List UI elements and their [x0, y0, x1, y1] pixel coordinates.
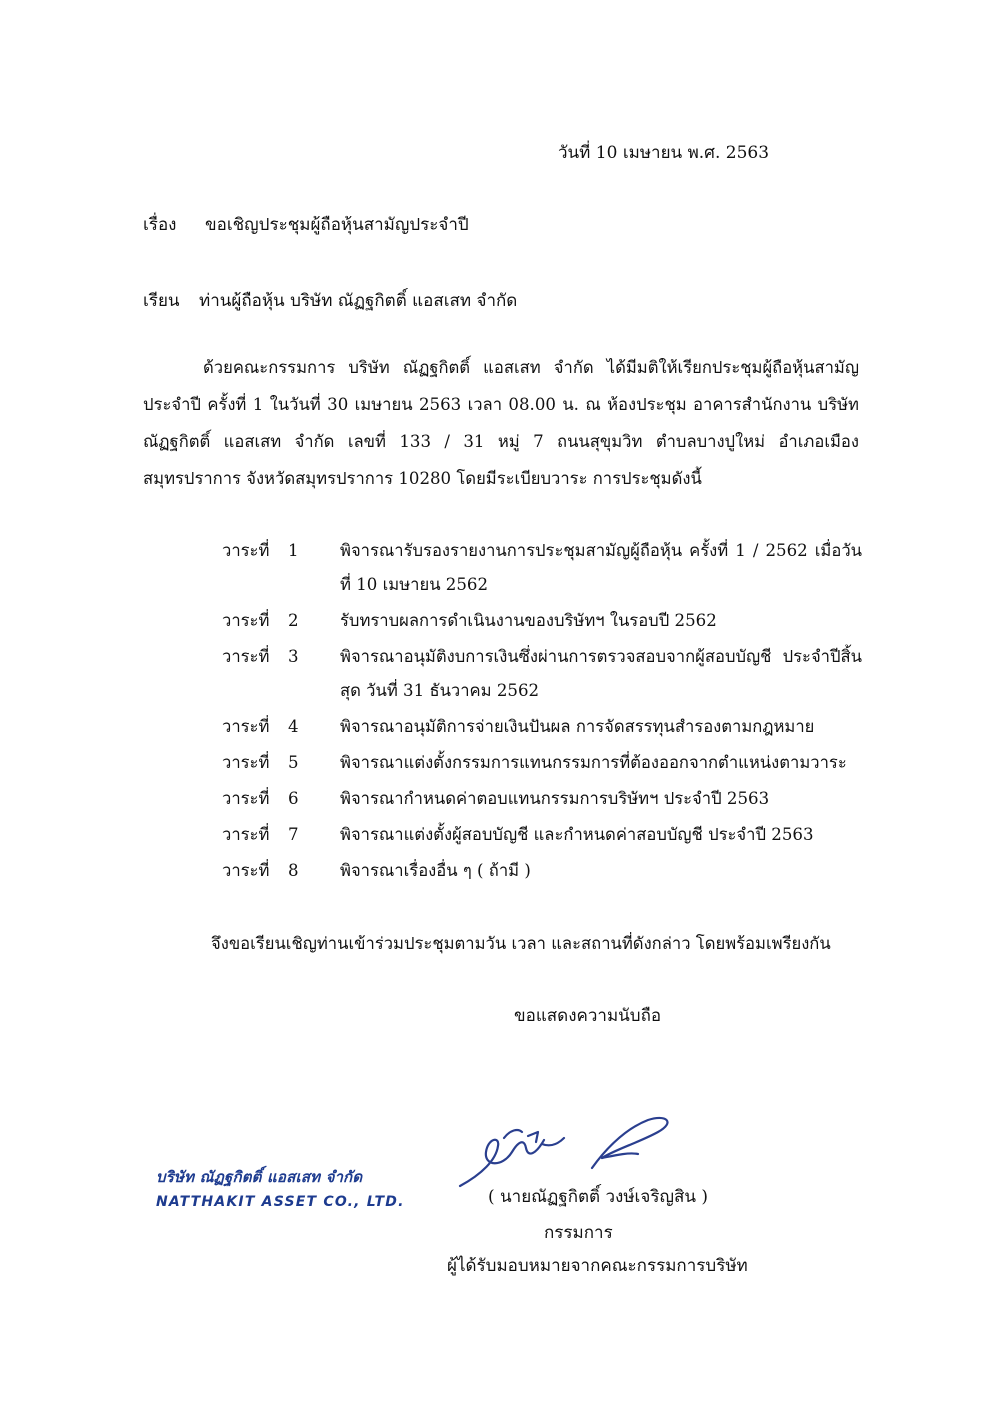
stamp-english-name: NATTHAKIT ASSET CO., LTD.: [156, 1194, 405, 1210]
intro-paragraph: ด้วยคณะกรรมการ บริษัท ณัฏฐกิตติ์ แอสเสท จำกัด ได้มีมติให้เรียกประชุมผู้ถือหุ้นสามัญประจำปี ครั้งที่ 1 ในวันที่ 30 เมษายน 2563 เวลา 08.00 น. ณ ห้องประชุม อาคารสำนักงาน บริษัท ณัฏฐกิตติ์ แอสเสท จำกัด เลขที่ 133 / 31 หมู่ 7 ถนนสุขุมวิท ตำบลบางปูใหม่ อำเภอเมืองสมุทรปราการ จังหวัดสมุทรปราการ 10280 โดยมีระเบียบวาระ การประชุมดังนี้: [143, 358, 859, 488]
signer-authority: ผู้ได้รับมอบหมายจากคณะกรรมการบริษัท: [447, 1256, 748, 1276]
agenda-item: [222, 746, 862, 780]
agenda-item-text: พิจารณาอนุมัติงบการเงินซึ่งผ่านการตรวจสอบจากผู้สอบบัญชี ประจำปีสิ้นสุด วันที่ 31 ธันวาคม 2562: [340, 647, 862, 700]
subject-text: ขอเชิญประชุมผู้ถือหุ้นสามัญประจำปี: [205, 215, 469, 235]
agenda-item-number: 3: [288, 647, 299, 666]
signer-title: กรรมการ: [544, 1223, 613, 1243]
agenda-item: [222, 854, 862, 888]
recipient-label: เรียน: [143, 291, 180, 311]
agenda-item: [222, 782, 862, 816]
agenda-item-word: วาระที่: [222, 861, 270, 880]
subject-label: เรื่อง: [143, 215, 177, 235]
agenda-item-text: พิจารณาแต่งตั้งผู้สอบบัญชี และกำหนดค่าสอบบัญชี ประจำปี 2563: [340, 825, 814, 844]
recipient-text: ท่านผู้ถือหุ้น บริษัท ณัฏฐกิตติ์ แอสเสท จำกัด: [199, 291, 518, 311]
agenda-item-word: วาระที่: [222, 753, 270, 772]
agenda-item-word: วาระที่: [222, 647, 270, 666]
letter-date: วันที่ 10 เมษายน พ.ศ. 2563: [558, 143, 770, 163]
agenda-item: [222, 604, 862, 638]
agenda-item-number: 7: [288, 825, 299, 844]
agenda-item-word: วาระที่: [222, 825, 270, 844]
agenda-item-word: วาระที่: [222, 717, 270, 736]
agenda-item-text: พิจารณาแต่งตั้งกรรมการแทนกรรมการที่ต้องออกจากตำแหน่งตามวาระ: [340, 753, 847, 772]
invitation-paragraph: จึงขอเรียนเชิญท่านเข้าร่วมประชุมตามวัน เวลา และสถานที่ดังกล่าว โดยพร้อมเพรียงกัน: [211, 934, 831, 953]
agenda-item-number: 6: [288, 789, 299, 808]
agenda-item: [222, 640, 862, 708]
agenda-item-text: พิจารณาเรื่องอื่น ๆ ( ถ้ามี ): [340, 861, 531, 880]
agenda-item-word: วาระที่: [222, 789, 270, 808]
closing-regards: ขอแสดงความนับถือ: [514, 1006, 662, 1026]
agenda-item: [222, 818, 862, 852]
agenda-item-text: พิจารณารับรองรายงานการประชุมสามัญผู้ถือหุ้น ครั้งที่ 1 / 2562 เมื่อวันที่ 10 เมษายน 2562: [340, 541, 862, 594]
agenda-item-word: วาระที่: [222, 541, 270, 560]
agenda-item-number: 5: [288, 753, 299, 772]
agenda-item-text: พิจารณาอนุมัติการจ่ายเงินปันผล การจัดสรรทุนสำรองตามกฎหมาย: [340, 717, 815, 736]
company-stamp: [156, 1165, 405, 1215]
agenda-item: [222, 534, 862, 602]
agenda-item-word: วาระที่: [222, 611, 270, 630]
agenda-item-number: 8: [288, 861, 299, 880]
agenda-item: [222, 710, 862, 744]
agenda-item-text: รับทราบผลการดำเนินงานของบริษัทฯ ในรอบปี 2562: [340, 611, 717, 630]
agenda-list: [222, 534, 862, 890]
agenda-item-number: 2: [288, 611, 299, 630]
stamp-thai-name: บริษัท ณัฏฐกิตติ์ แอสเสท จำกัด: [156, 1168, 363, 1186]
signer-name: ( นายณัฏฐกิตติ์ วงษ์เจริญสิน ): [488, 1187, 708, 1207]
agenda-item-number: 4: [288, 717, 299, 736]
agenda-item-text: พิจารณากำหนดค่าตอบแทนกรรมการบริษัทฯ ประจำปี 2563: [340, 789, 770, 808]
agenda-item-number: 1: [288, 541, 299, 560]
